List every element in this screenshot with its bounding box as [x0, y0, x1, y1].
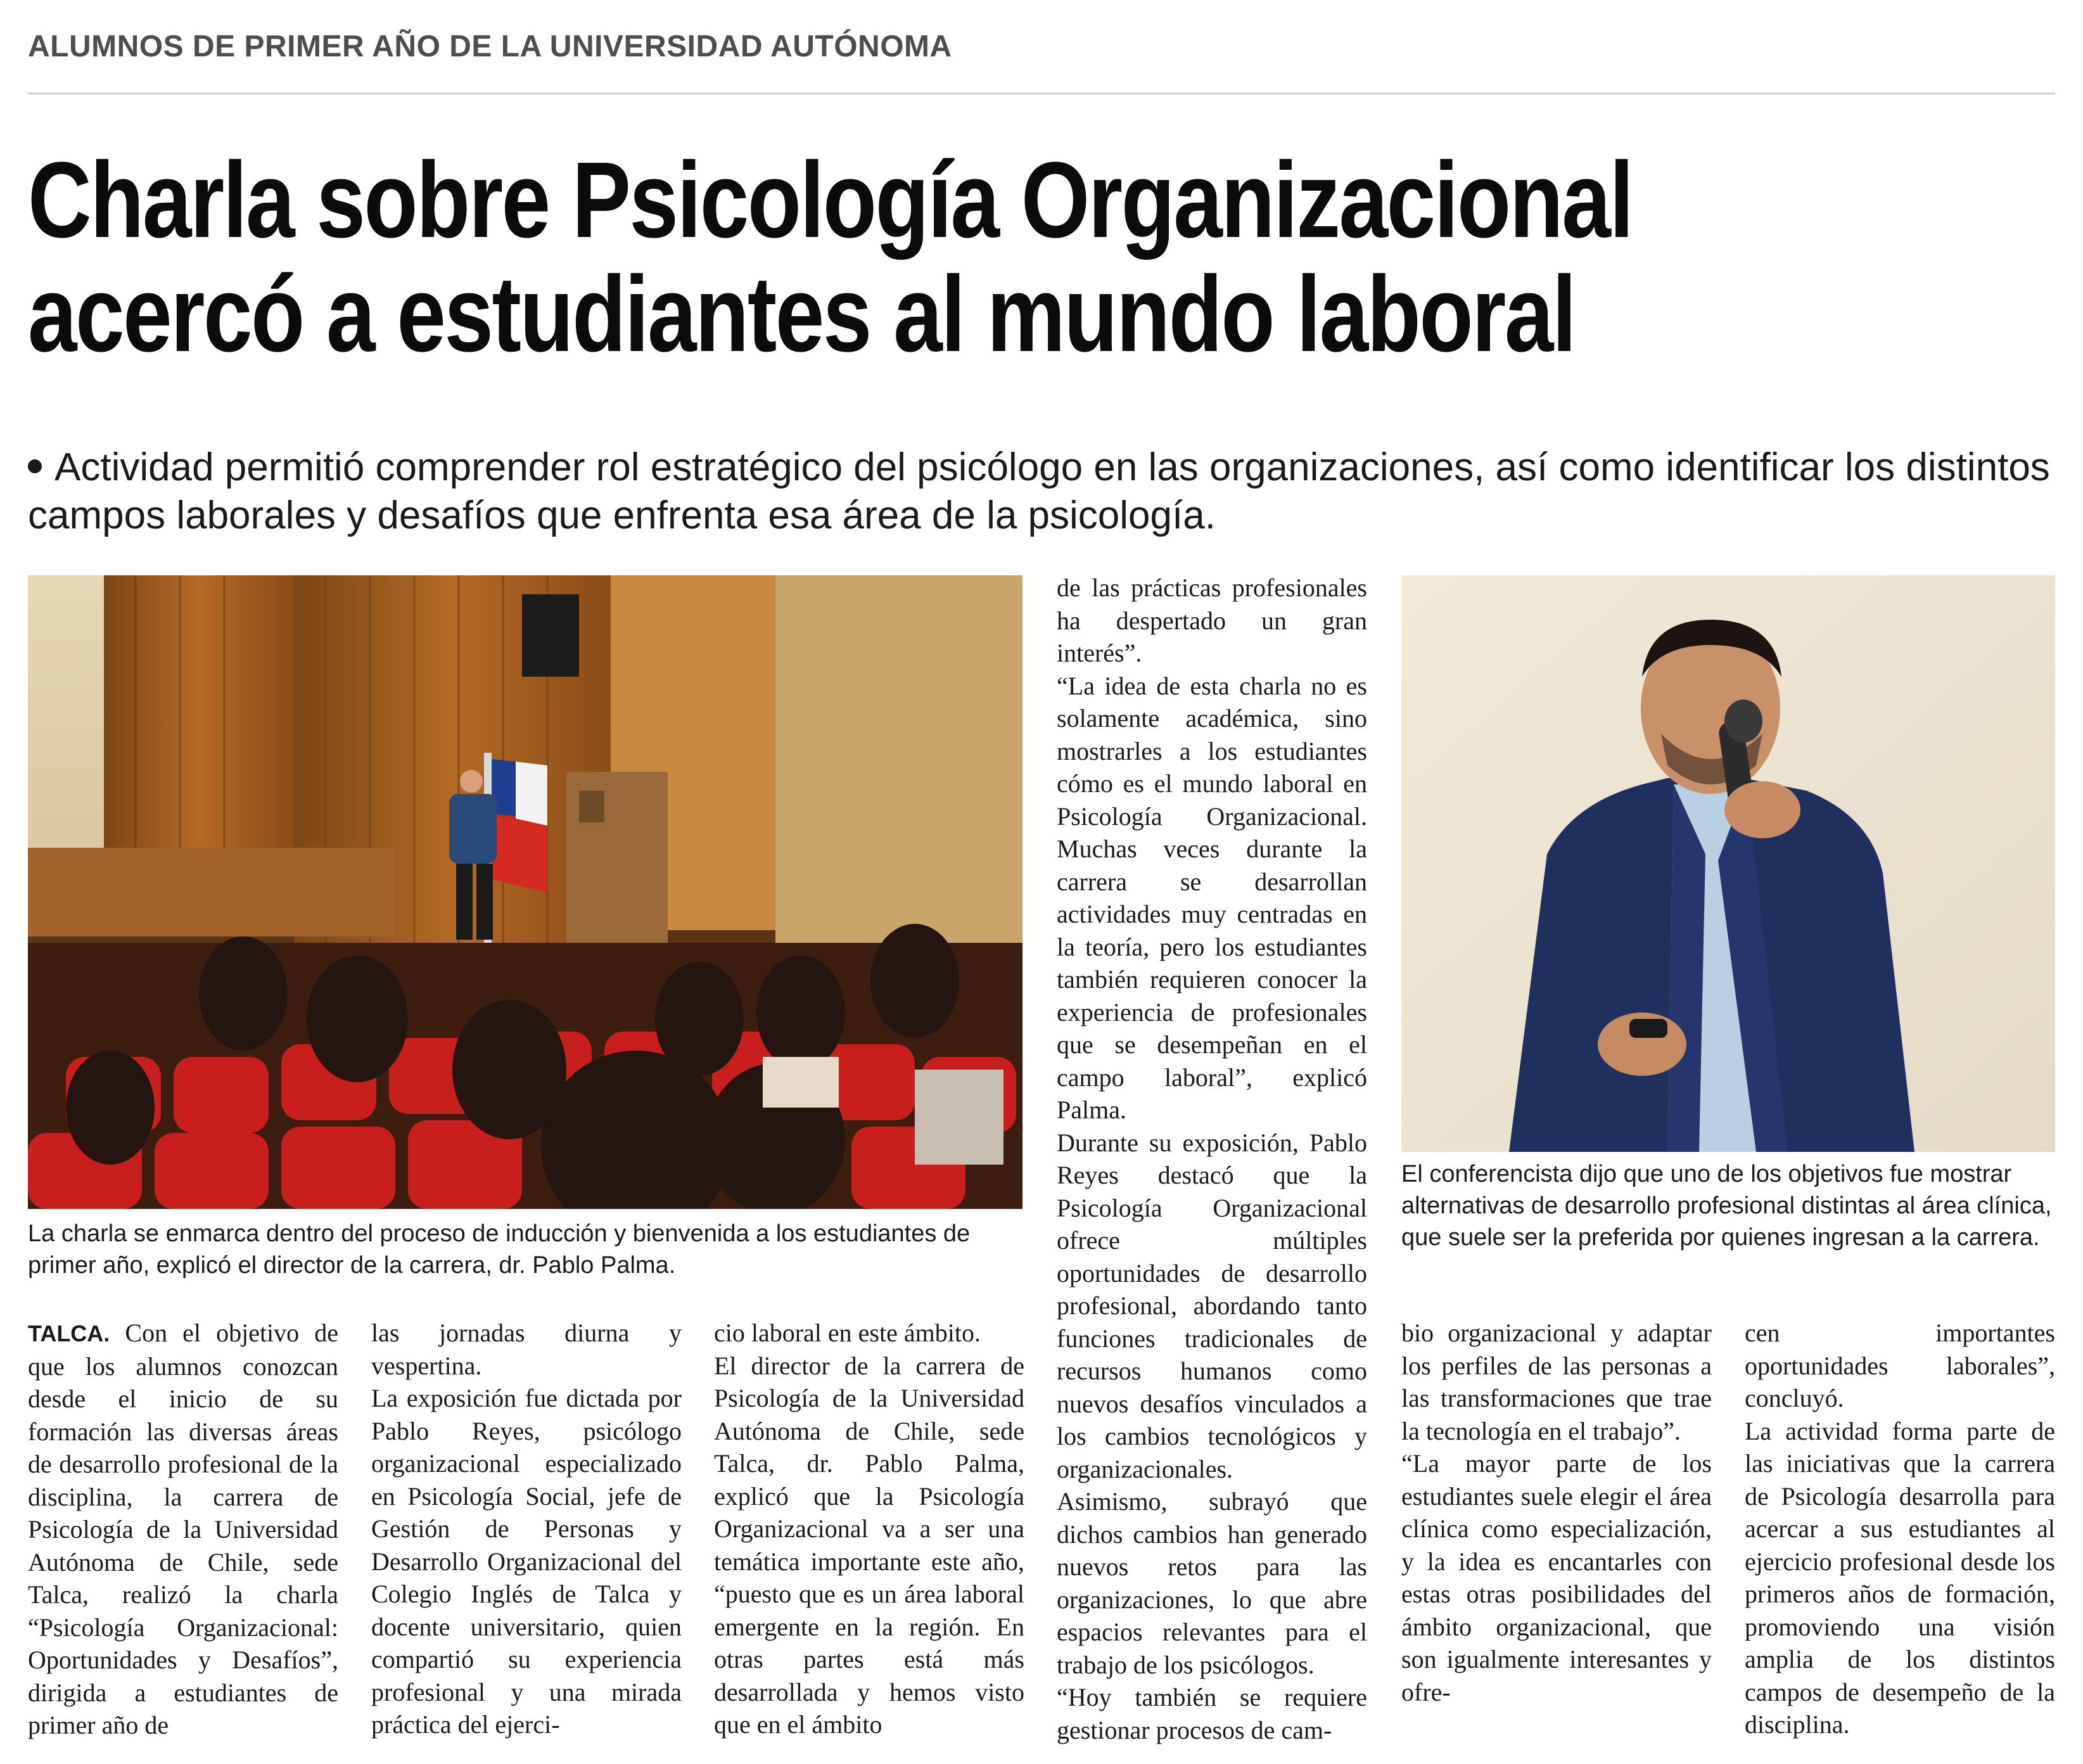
- paragraph: “La mayor parte de los estudiantes suele elegir el área clínica como especialización, y la idea es encantarles con estas otras posibilidades del ámbito organizacional, que son igualmente interesantes y ofre-: [1401, 1449, 1712, 1706]
- paragraph: Durante su exposición, Pablo Reyes destacó que la Psicología Organizacional ofrece múltiples oportunidades de desarrollo profesional, abordando tanto funciones tradicionales de recursos humanos como nuevos desafíos vinculados a los cambios tecnológicos y organizacionales.: [1057, 1128, 1367, 1483]
- article-column-2: [371, 1317, 682, 1741]
- headline-line-1: Charla sobre Psicología Organizacional: [28, 140, 1633, 260]
- paragraph: [28, 1317, 338, 1742]
- article-column-4: [1057, 572, 1367, 1746]
- lede-summary: [28, 444, 2074, 539]
- auditorium-photo: [28, 575, 1022, 1209]
- kicker-section-label: ALUMNOS DE PRIMER AÑO DE LA UNIVERSIDAD AUTÓNOMA: [28, 30, 952, 63]
- article-column-5: [1401, 1317, 1712, 1708]
- paragraph: bio organizacional y adaptar los perfiles de las personas a las transformaciones que trae la tecnología en el trabajo”.: [1401, 1319, 1712, 1445]
- article-column-1: [28, 1317, 338, 1742]
- bullet-icon: [28, 459, 42, 473]
- article-column-3: [714, 1317, 1024, 1741]
- paragraph-text: Con el objetivo de que los alumnos conozcan desde el inicio de su formación las diversas áreas de desarrollo profesional de la disciplina, la carrera de Psicología de la Universidad Autónoma de Chile, sede Talca, realizó la charla “Psicología Organizacional: Oportunidades y Desafíos”, dirigida a estudiantes de primer año de: [28, 1319, 338, 1739]
- paragraph: las jornadas diurna y vespertina.: [371, 1319, 682, 1380]
- headline: [28, 140, 1706, 375]
- dateline: TALCA.: [28, 1320, 110, 1346]
- paragraph: de las prácticas profesionales ha despertado un gran interés”.: [1057, 573, 1367, 667]
- paragraph: El director de la carrera de Psicología de la Universidad Autónoma de Chile, sede Talca, dr. Pablo Palma, explicó que la Psicología Organizacional va a ser una temática importante este año, “puesto que es un área laboral emergente en la región. En otras partes está más desarrollada y hemos visto que en el ámbito: [714, 1351, 1024, 1739]
- speaker-photo: [1401, 575, 2055, 1152]
- paragraph: “Hoy también se requiere gestionar procesos de cam-: [1057, 1683, 1367, 1744]
- paragraph: La actividad forma parte de las iniciativas que la carrera de Psicología desarrolla para acercar a sus estudiantes al ejercicio profesional desde los primeros años de formación, promoviendo una visión amplia de los distintos campos de desempeño de la disciplina.: [1745, 1416, 2055, 1739]
- paragraph: cio laboral en este ámbito.: [714, 1319, 981, 1347]
- header-divider: [28, 93, 2055, 94]
- lede-text: Actividad permitió comprender rol estratégico del psicólogo en las organizaciones, así como identificar los distintos campos laborales y desafíos que enfrenta esa área de la psicología.: [28, 445, 2050, 537]
- auditorium-photo-caption: La charla se enmarca dentro del proceso de inducción y bienvenida a los estudiantes de primer año, explicó el director de la carrera, dr. Pablo Palma.: [28, 1220, 971, 1279]
- paragraph: cen importantes oportunidades laborales”, concluyó.: [1745, 1319, 2055, 1412]
- paragraph: La exposición fue dictada por Pablo Reyes, psicólogo organizacional especializado en Psicología Social, jefe de Gestión de Personas y Desarrollo Organizacional del Colegio Inglés de Talca y docente universitario, quien compartió su experiencia profesional y una mirada práctica del ejerci-: [371, 1384, 682, 1739]
- article-column-6: [1745, 1317, 2055, 1741]
- speaker-photo-caption: El conferencista dijo que uno de los objetivos fue mostrar alternativas de desarrollo profesional distintas al área clínica, que suele ser la preferida por quienes ingresan a la carrera.: [1401, 1161, 2052, 1251]
- paragraph: “La idea de esta charla no es solamente académica, sino mostrarles a los estudiantes cómo es el mundo laboral en Psicología Organizacional. Muchas veces durante la carrera se desarrollan actividades muy centradas en la teoría, pero los estudiantes también requieren conocer la experiencia de profesionales que se desempeñan en el campo laboral”, explicó Palma.: [1057, 671, 1367, 1124]
- headline-line-2: acercó a estudiantes al mundo laboral: [28, 254, 1576, 375]
- paragraph: Asimismo, subrayó que dichos cambios han generado nuevos retos para las organizaciones, lo que abre espacios relevantes para el trabajo de los psicólogos.: [1057, 1487, 1367, 1679]
